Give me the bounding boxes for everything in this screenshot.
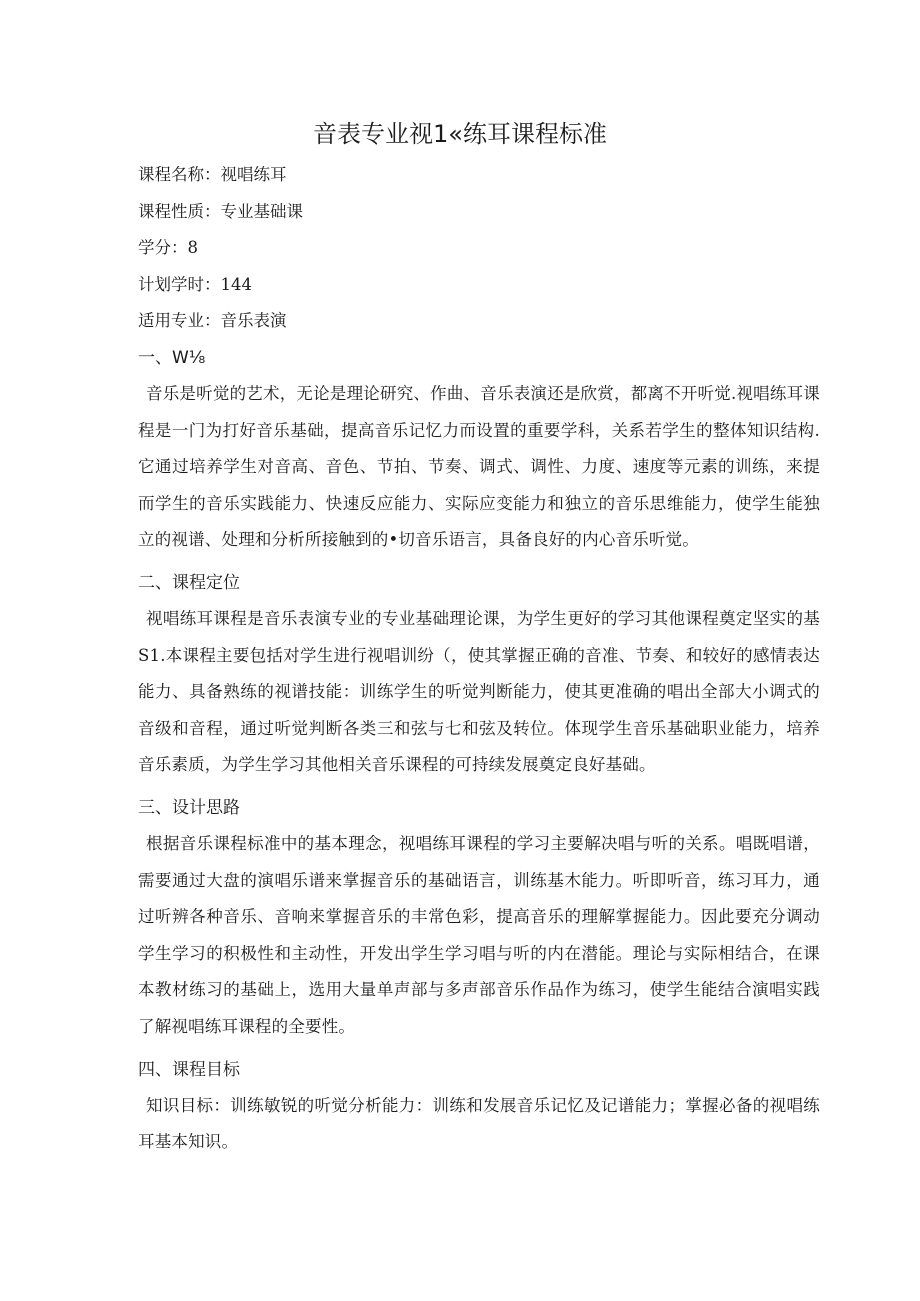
section-2-paragraph (138, 601, 820, 784)
section-2-text: 视唱练耳课程是音乐表演专业的专业基础理论课，为学生更好的学习其他课程奠定坚实的基S1.本课程主要包括对学生进行视唱训纷（，使其掌握正确的音准、节奏、和较好的感情表达能力、具备熟练的视谱技能：训练学生的听觉判断能力，使其更准确的唱出全部大小调式的音级和音程，通过听觉判断各类三和弦与七和弦及转位。体现学生音乐基础职业能力，培养音乐素质，为学生学习其他相关音乐课程的可持续发展奠定良好基础。 (138, 608, 820, 775)
course-meta (138, 157, 818, 340)
document-title: 音表专业视1«练耳课程标准 (313, 120, 607, 148)
meta-course-name: 课程名称：视唱练耳 (138, 165, 287, 184)
meta-planned-hours: 计划学时：144 (138, 274, 252, 294)
document-body (138, 340, 820, 1167)
section-3-heading: 三、设计思路 (138, 797, 240, 818)
meta-applicable-major: 适用专业：音乐表演 (138, 311, 287, 331)
meta-course-nature: 课程性质：专业基础课 (138, 201, 303, 221)
section-1-heading: 一、W⅛ (138, 348, 206, 368)
section-1-paragraph (138, 376, 820, 559)
section-2-heading: 二、课程定位 (138, 572, 240, 593)
section-4-paragraph (138, 1088, 820, 1161)
section-1-text: 音乐是听觉的艺术，无论是理论研究、作曲、音乐表演还是欣赏，都离不开听觉.视唱练耳课程是一门为打好音乐基础，提高音乐记忆力而设置的重要学科，关系若学生的整体知识结构.它通过培养学生对音高、音色、节拍、节奏、调式、调性、力度、速度等元素的训练，来提而学生的音乐实践能力、快速反应能力、实际应变能力和独立的音乐思维能力，使学生能独立的视谱、处理和分析所接触到的•切音乐语言，具备良好的内心音乐听觉。 (138, 384, 820, 550)
meta-credits: 学分：8 (138, 238, 198, 258)
section-3-text: 根据音乐课程标准中的基本理念，视唱练耳课程的学习主要解决唱与听的关系。唱既唱谱，需要通过大盘的演唱乐谱来掌握音乐的基础语言，训练基木能力。听即听音，练习耳力，通过听辨各种音乐、音响来掌握音乐的丰常色彩，提高音乐的理解掌握能力。因此要充分调动学生学习的积极性和主动性，开发出学生学习唱与听的内在潜能。理论与实际相结合，在课本教材练习的基础上，选用大量单声部与多声部音乐作品作为练习，使学生能结合演唱实践了解视唱练耳课程的全要性。 (138, 833, 820, 1036)
section-3-paragraph (138, 826, 820, 1046)
section-4-text: 知识目标：训练敏锐的听觉分析能力：训练和发展音乐记忆及记谱能力；掌握必备的视唱练耳基本知识。 (138, 1095, 820, 1152)
section-4-heading: 四、课程目标 (138, 1059, 240, 1080)
